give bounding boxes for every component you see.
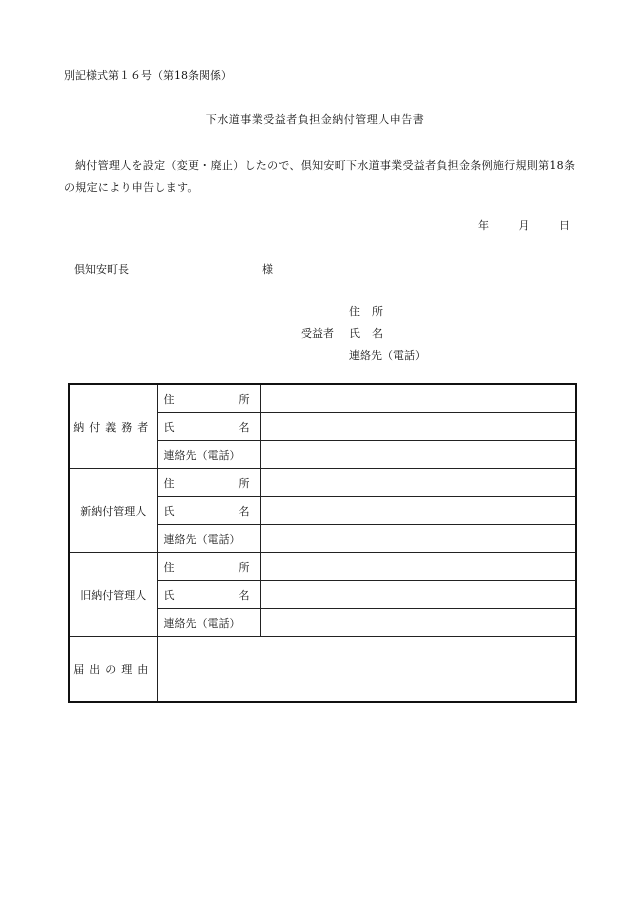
table-row: [69, 384, 576, 413]
field-label-name: [157, 497, 260, 525]
table-row: [69, 553, 576, 581]
payer-address-input[interactable]: [260, 384, 576, 413]
reason-label-text: 届出の理由: [73, 663, 154, 676]
new-agent-name-input[interactable]: [260, 497, 576, 525]
field-label-char: 名: [238, 420, 250, 434]
date-year: 年: [478, 219, 489, 232]
field-label-address: [157, 469, 260, 497]
field-label-contact: 連絡先（電話）: [157, 525, 260, 553]
reason-input[interactable]: [157, 637, 576, 703]
field-label-char: 住: [163, 560, 175, 574]
field-label-address: [157, 553, 260, 581]
field-label-char: 住: [163, 392, 175, 406]
field-label-char: 氏: [163, 420, 175, 434]
group-label-payer: [69, 384, 157, 469]
field-label-address: [157, 384, 260, 413]
field-label-char: 氏: [163, 504, 175, 518]
date-day: 日: [559, 219, 570, 232]
field-label-char: 所: [238, 392, 250, 406]
date-month: 月: [518, 219, 530, 232]
old-agent-address-input[interactable]: [260, 553, 576, 581]
old-agent-name-input[interactable]: [260, 581, 576, 609]
payer-name-input[interactable]: [260, 413, 576, 441]
field-label-char: 名: [238, 588, 250, 602]
field-label-char: 所: [238, 560, 250, 574]
applicant-name-label: 氏名: [349, 327, 395, 340]
group-label-old-agent: 旧納付管理人: [69, 553, 157, 637]
declaration-text: 納付管理人を設定（変更・廃止）したので、倶知安町下水道事業受益者負担金条例施行規則第18条の規定により申告します。: [64, 159, 576, 194]
field-label-char: 所: [238, 476, 250, 490]
form-number: 別記様式第１６号（第18条関係）: [64, 69, 232, 82]
addressee: 倶知安町長: [74, 263, 129, 276]
table-row: [69, 637, 576, 703]
group-label-new-agent: 新納付管理人: [69, 469, 157, 553]
honorific: 様: [262, 263, 273, 276]
new-agent-address-input[interactable]: [260, 469, 576, 497]
field-label-char: 名: [238, 504, 250, 518]
applicant-contact-label: 連絡先（電話）: [349, 349, 426, 362]
old-agent-contact-input[interactable]: [260, 609, 576, 637]
declaration-table: [68, 383, 577, 703]
new-agent-contact-input[interactable]: [260, 525, 576, 553]
table-row: [69, 469, 576, 497]
field-label-name: [157, 581, 260, 609]
field-label-name: [157, 413, 260, 441]
field-label-char: 氏: [163, 588, 175, 602]
applicant-role: 受益者: [301, 327, 334, 340]
field-label-contact: 連絡先（電話）: [157, 609, 260, 637]
field-label-contact: 連絡先（電話）: [157, 441, 260, 469]
applicant-address-label: 住所: [349, 305, 395, 318]
group-label-text: 納付義務者: [73, 420, 154, 434]
reason-label: [69, 637, 157, 703]
date-line: [478, 219, 570, 233]
payer-contact-input[interactable]: [260, 441, 576, 469]
field-label-char: 住: [163, 476, 175, 490]
document-title: 下水道事業受益者負担金納付管理人申告書: [205, 113, 425, 126]
